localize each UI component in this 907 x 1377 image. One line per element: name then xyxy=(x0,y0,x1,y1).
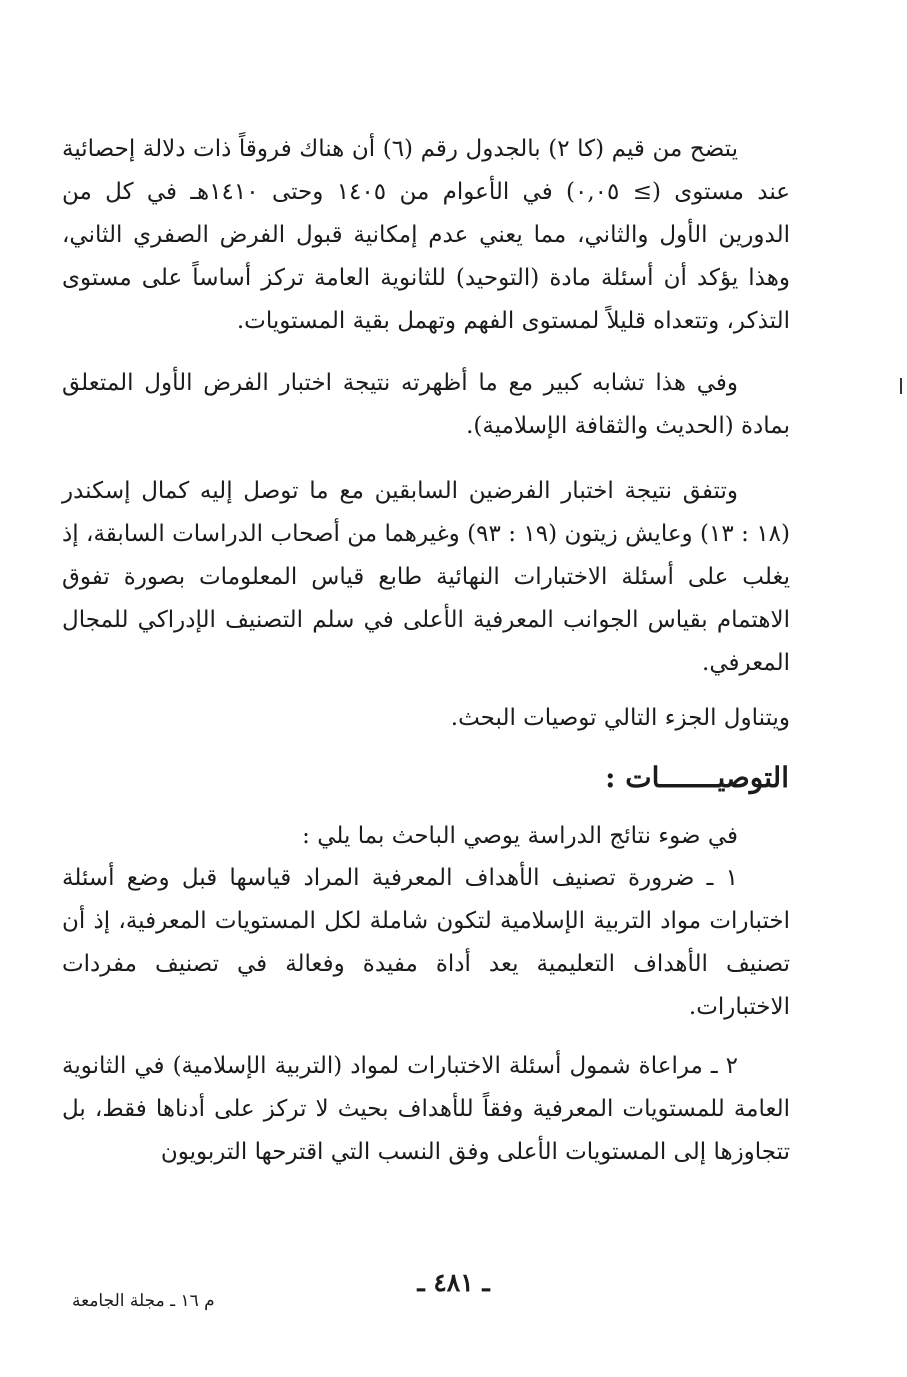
page-number: ـ ٤٨١ ـ xyxy=(417,1268,490,1297)
paragraph-previous-studies: وتتفق نتيجة اختبار الفرضين السابقين مع ما توصل إليه كمال إسكندر (١٨ : ١٣) وعايش زيتون (١٩ : ٩٣) وغيرهما من أصحاب الدراسات السابقة، إذ يغلب على أسئلة الاختبارات النهائية طابع قياس المعلومات بصورة تفوق الاهتمام بقياس الجوانب المعرفية الأعلى في سلم التصنيف الإدراكي للمجال المعرفي. xyxy=(62,478,791,676)
recommendation-item-2: ٢ ـ مراعاة شمول أسئلة الاختبارات لمواد (التربية الإسلامية) في الثانوية العامة للمستويات المعرفية وفقاً للأهداف بحيث لا تركز على أدناها فقط، بل تتجاوزها إلى المستويات الأعلى وفق النسب التي اقترحها التربويون xyxy=(62,1053,790,1165)
paragraph-similarity: وفي هذا تشابه كبير مع ما أظهرته نتيجة اختبار الفرض الأول المتعلق بمادة (الحديث والثقافة الإسلامية). xyxy=(62,370,790,439)
section-heading-recommendations: التوصيـــــــات : xyxy=(605,761,789,794)
recommendation-item-1: ١ ـ ضرورة تصنيف الأهداف المعرفية المراد قياسها قبل وضع أسئلة اختبارات مواد التربية الإسلامية لتكون شاملة لكل المستويات المعرفية، إذ أن تصنيف الأهداف التعليمية يعد أداة مفيدة وفعالة في تصنيف مفردات الاختبارات. xyxy=(62,865,790,1020)
journal-footer: م ١٦ ـ مجلة الجامعة xyxy=(72,1291,215,1311)
margin-mark xyxy=(900,378,902,394)
paragraph-recommendations-intro: في ضوء نتائج الدراسة يوصي الباحث بما يلي : xyxy=(302,823,738,849)
paragraph-transition: ويتناول الجزء التالي توصيات البحث. xyxy=(450,705,790,731)
paragraph-chi-square-results: يتضح من قيم (كا ٢) بالجدول رقم (٦) أن هناك فروقاً ذات دلالة إحصائية عند مستوى (≥ ٠,٠٥) في الأعوام من ١٤٠٥ وحتى ١٤١٠هـ في كل من الدورين الأول والثاني، مما يعني عدم إمكانية قبول الفرض الصفري الثاني، وهذا يؤكد أن أسئلة مادة (التوحيد) للثانوية العامة تركز أساساً على مستوى التذكر، وتتعداه قليلاً لمستوى الفهم وتهمل بقية المستويات. xyxy=(62,136,790,334)
